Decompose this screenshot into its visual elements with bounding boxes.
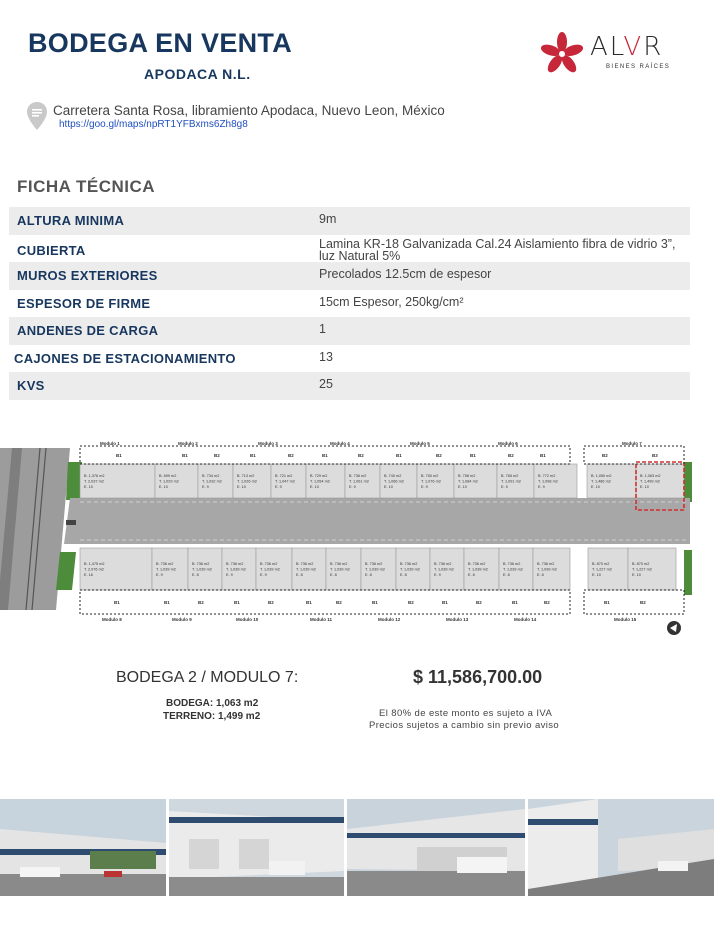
module-label: Modulo 13 bbox=[446, 617, 469, 622]
module-label: Modulo 14 bbox=[514, 617, 537, 622]
unit-label: E. 8 bbox=[365, 573, 372, 577]
render-photo-1 bbox=[0, 799, 166, 896]
map-link[interactable]: https://goo.gl/maps/npRT1YFBxms6Zh8g8 bbox=[59, 119, 248, 130]
module-label: Modulo 8 bbox=[102, 617, 122, 622]
unit-label: T. 1,091 m2 bbox=[501, 479, 521, 484]
unit-label: E. 10 bbox=[640, 485, 649, 489]
spec-label: MUROS EXTERIORES bbox=[17, 268, 158, 283]
unit-label: B. 736 m2 bbox=[365, 562, 383, 566]
unit-label: T. 1,039 m2 bbox=[537, 567, 557, 572]
b-label: B2 bbox=[214, 453, 220, 458]
unit-label: T. 1,039 m2 bbox=[192, 567, 212, 572]
unit-label: B. 765 m2 bbox=[501, 474, 519, 478]
b-label: B2 bbox=[198, 600, 204, 605]
unit-label: T. 1,039 m2 bbox=[296, 567, 316, 572]
unit-label: E. 9 bbox=[434, 573, 441, 577]
unit-label: E. 9 bbox=[260, 573, 267, 577]
spec-row bbox=[9, 235, 690, 263]
terreno-area: TERRENO: 1,499 m2 bbox=[163, 711, 261, 722]
unit-label: B. 1,050 m2 bbox=[591, 474, 612, 478]
unit-label: B. 729 m2 bbox=[310, 474, 328, 478]
unit-label: E. 9 bbox=[275, 485, 282, 489]
module-label: Modulo 1 bbox=[100, 441, 120, 446]
bodega-area: BODEGA: 1,063 m2 bbox=[166, 698, 259, 709]
b-label: B2 bbox=[508, 453, 514, 458]
b-label: B1 bbox=[372, 600, 378, 605]
unit-label: E. 8 bbox=[330, 573, 337, 577]
photo-strip bbox=[0, 799, 714, 896]
unit-label: B. 736 m2 bbox=[503, 562, 521, 566]
unit-label: B. 1,475 m2 bbox=[84, 562, 105, 566]
unit-label: E. 9 bbox=[501, 485, 508, 489]
render-photo-2 bbox=[169, 799, 344, 896]
unit-label: E. 8 bbox=[296, 573, 303, 577]
unit-label: T. 1,098 m2 bbox=[538, 479, 558, 484]
unit-label: T. 1,039 m2 bbox=[400, 567, 420, 572]
spec-value: 9m bbox=[319, 212, 337, 226]
b-label: B1 bbox=[234, 600, 240, 605]
module-label: Modulo 12 bbox=[378, 617, 401, 622]
module-label: Modulo 7 bbox=[622, 441, 642, 446]
spec-row bbox=[9, 317, 690, 345]
unit-label: B. 870 m2 bbox=[592, 562, 610, 566]
unit-label: B. 736 m2 bbox=[434, 562, 452, 566]
unit-label: E. 9 bbox=[226, 573, 233, 577]
unit-label: T. 1,039 m2 bbox=[156, 567, 176, 572]
price-disclaimer: Precios sujetos a cambio sin previo aviso bbox=[369, 720, 560, 731]
spec-value: Lamina KR-18 Galvanizada Cal.24 Aislamiento fibra de vidrio 3”, luz Natural 5% bbox=[319, 236, 676, 263]
unit-label: E. 9 bbox=[421, 485, 428, 489]
unit-label: B. 736 m2 bbox=[537, 562, 555, 566]
module-label: Modulo 5 bbox=[410, 441, 430, 446]
unit-label: B. 736 m2 bbox=[192, 562, 210, 566]
unit-label: E. 9 bbox=[156, 573, 163, 577]
spec-value: 1 bbox=[319, 322, 326, 336]
logo-wordmark: ALVR bbox=[590, 32, 664, 62]
unit-label: T. 1,026 m2 bbox=[237, 479, 257, 484]
unit-label: T. 1,486 m2 bbox=[591, 479, 611, 484]
b-label: B1 bbox=[540, 453, 546, 458]
unit-label: B. 740 m2 bbox=[384, 474, 402, 478]
b-label: B1 bbox=[116, 453, 122, 458]
module-label: Modulo 15 bbox=[614, 617, 637, 622]
spec-row bbox=[9, 345, 690, 373]
spec-label: ANDENES DE CARGA bbox=[17, 323, 159, 338]
unit-label: E. 10 bbox=[458, 485, 467, 489]
unit-label: T. 1,039 m2 bbox=[468, 567, 488, 572]
b-label: B1 bbox=[322, 453, 328, 458]
render-photo-4 bbox=[528, 799, 714, 896]
b-label: B1 bbox=[512, 600, 518, 605]
unit-label: B. 713 m2 bbox=[237, 474, 255, 478]
unit-label: T. 2,076 m2 bbox=[84, 567, 104, 572]
spec-row bbox=[9, 372, 690, 400]
flower-logo-icon bbox=[538, 30, 586, 78]
page-title: BODEGA EN VENTA bbox=[28, 28, 293, 58]
spec-value: 13 bbox=[319, 349, 333, 364]
unit-label: T. 1,039 m2 bbox=[503, 567, 523, 572]
spec-value: 25 bbox=[319, 377, 333, 391]
unit-label: E. 8 bbox=[537, 573, 544, 577]
unit-label: T. 1,039 m2 bbox=[365, 567, 385, 572]
unit-label: E. 8 bbox=[400, 573, 407, 577]
spec-label: CAJONES DE ESTACIONAMIENTO bbox=[14, 350, 236, 366]
unit-label: E. 8 bbox=[503, 573, 510, 577]
unit-label: E. 9 bbox=[349, 485, 356, 489]
truck-icon bbox=[66, 520, 76, 525]
b-label: B2 bbox=[336, 600, 342, 605]
b-label: B2 bbox=[288, 453, 294, 458]
unit-label: T. 1,047 m2 bbox=[275, 479, 295, 484]
logo-tagline: BIENES RAÍCES bbox=[606, 64, 671, 70]
spec-row bbox=[9, 262, 690, 290]
b-label: B2 bbox=[358, 453, 364, 458]
unit-label: T. 1,029 m2 bbox=[159, 479, 179, 484]
unit-label: E. 10 bbox=[84, 485, 93, 489]
b-label: B2 bbox=[640, 600, 646, 605]
b-label: B2 bbox=[544, 600, 550, 605]
module-label: Modulo 3 bbox=[258, 441, 278, 446]
unit-label: T. 1,227 m2 bbox=[592, 567, 612, 572]
site-plan bbox=[0, 440, 714, 640]
b-label: B2 bbox=[408, 600, 414, 605]
unit-label: B. 1,063 m2 bbox=[640, 474, 661, 478]
unit-label: T. 1,227 m2 bbox=[632, 567, 652, 572]
b-label: B1 bbox=[164, 600, 170, 605]
unit-label: B. 699 m2 bbox=[159, 474, 177, 478]
spec-row bbox=[9, 207, 690, 235]
b-label: B1 bbox=[182, 453, 188, 458]
b-label: B1 bbox=[604, 600, 610, 605]
ficha-tecnica-heading: FICHA TÉCNICA bbox=[17, 177, 156, 196]
unit-label: T. 1,039 m2 bbox=[434, 567, 454, 572]
unit-label: E. 10 bbox=[592, 573, 601, 577]
spec-label: KVS bbox=[17, 378, 45, 393]
spec-label: ESPESOR DE FIRME bbox=[17, 295, 151, 311]
module-label: Modulo 2 bbox=[178, 441, 198, 446]
unit-label: T. 1,054 m2 bbox=[310, 479, 330, 484]
unit-label: E. 10 bbox=[591, 485, 600, 489]
unit-label: B. 736 m2 bbox=[156, 562, 174, 566]
spec-label: ALTURA MINIMA bbox=[17, 213, 125, 228]
unit-label: T. 2,037 m2 bbox=[84, 479, 104, 484]
unit-label: T. 1,084 m2 bbox=[458, 479, 478, 484]
unit-label: T. 1,039 m2 bbox=[260, 567, 280, 572]
unit-label: E. 10 bbox=[310, 485, 319, 489]
b-label: B2 bbox=[436, 453, 442, 458]
unit-label: E. 8 bbox=[192, 573, 199, 577]
spec-label: CUBIERTA bbox=[17, 242, 86, 258]
unit-label: E. 10 bbox=[237, 485, 246, 489]
address-text: Carretera Santa Rosa, libramiento Apodaca, Nuevo Leon, México bbox=[53, 103, 445, 118]
unit-label: B. 736 m2 bbox=[260, 562, 278, 566]
map-pin-icon bbox=[26, 101, 48, 131]
page-subtitle: APODACA N.L. bbox=[144, 66, 251, 82]
unit-label: B. 870 m2 bbox=[632, 562, 650, 566]
unit-label: B. 772 m2 bbox=[538, 474, 556, 478]
unit-label: E. 9 bbox=[202, 485, 209, 489]
unit-label: E. 10 bbox=[384, 485, 393, 489]
b-label: B1 bbox=[396, 453, 402, 458]
unit-label: T. 1,039 m2 bbox=[226, 567, 246, 572]
unit-label: B. 758 m2 bbox=[458, 474, 476, 478]
render-photo-3 bbox=[347, 799, 525, 896]
unit-label: B. 721 m2 bbox=[275, 474, 293, 478]
b-label: B1 bbox=[470, 453, 476, 458]
spec-value: Precolados 12.5cm de espesor bbox=[319, 267, 492, 281]
unit-label: B. 750 m2 bbox=[421, 474, 439, 478]
b-label: B2 bbox=[476, 600, 482, 605]
b-label: B1 bbox=[442, 600, 448, 605]
b-label: B1 bbox=[250, 453, 256, 458]
module-label: Modulo 11 bbox=[310, 617, 333, 622]
b-label: B2 bbox=[268, 600, 274, 605]
unit-label: T. 1,061 m2 bbox=[349, 479, 369, 484]
unit-label: T. 1,032 m2 bbox=[202, 479, 222, 484]
unit-label: B. 736 m2 bbox=[226, 562, 244, 566]
offer-title: BODEGA 2 / MODULO 7: bbox=[116, 669, 299, 686]
spec-row bbox=[9, 290, 690, 318]
unit-label: B. 734 m2 bbox=[202, 474, 220, 478]
b-label: B1 bbox=[114, 600, 120, 605]
unit-label: E. 8 bbox=[468, 573, 475, 577]
unit-label: E. 9 bbox=[538, 485, 545, 489]
spec-value: 15cm Espesor, 250kg/cm² bbox=[319, 294, 464, 309]
unit-label: B. 736 m2 bbox=[296, 562, 314, 566]
b-label: B1 bbox=[306, 600, 312, 605]
unit-label: B. 736 m2 bbox=[349, 474, 367, 478]
unit-label: E. 10 bbox=[632, 573, 641, 577]
unit-label: B. 1,376 m2 bbox=[84, 474, 105, 478]
unit-label: T. 1,076 m2 bbox=[421, 479, 441, 484]
unit-label: T. 1,066 m2 bbox=[384, 479, 404, 484]
spec-table bbox=[9, 207, 690, 400]
module-label: Modulo 10 bbox=[236, 617, 259, 622]
unit-label: B. 736 m2 bbox=[400, 562, 418, 566]
module-label: Modulo 9 bbox=[172, 617, 192, 622]
module-label: Modulo 6 bbox=[498, 441, 518, 446]
unit-label: T. 1,039 m2 bbox=[330, 567, 350, 572]
unit-label: T. 1,499 m2 bbox=[640, 479, 660, 484]
offer-price: $ 11,586,700.00 bbox=[413, 667, 543, 687]
alur-logo bbox=[538, 28, 688, 80]
module-label: Modulo 4 bbox=[330, 441, 350, 446]
b-label: B3 bbox=[652, 453, 658, 458]
b-label: B2 bbox=[602, 453, 608, 458]
unit-label: E. 16 bbox=[84, 573, 93, 577]
unit-label: B. 736 m2 bbox=[468, 562, 486, 566]
unit-label: E. 10 bbox=[159, 485, 168, 489]
unit-label: B. 736 m2 bbox=[330, 562, 348, 566]
iva-note: El 80% de este monto es sujeto a IVA bbox=[379, 708, 553, 719]
